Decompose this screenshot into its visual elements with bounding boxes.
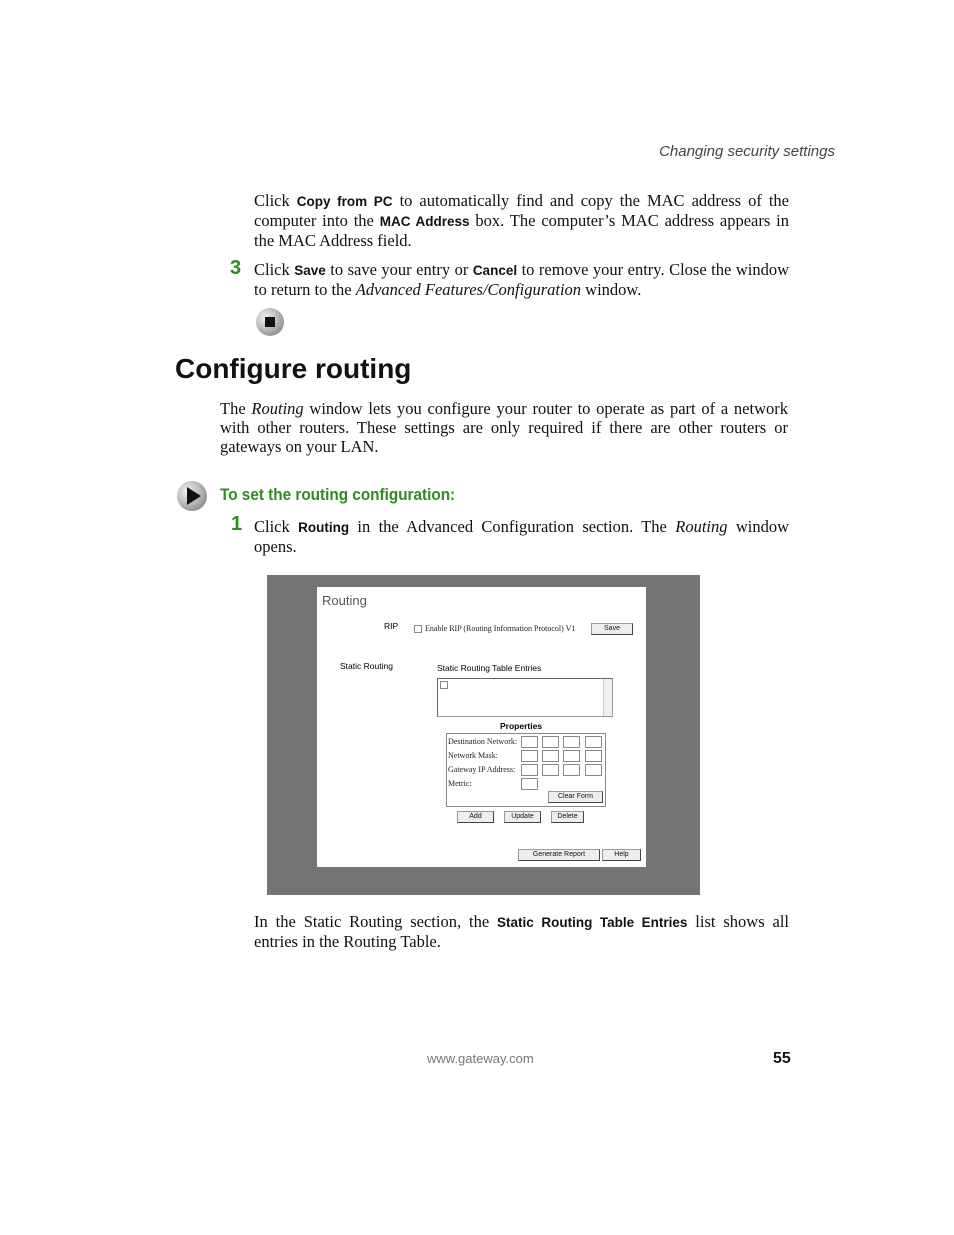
text: window opens. (254, 517, 789, 556)
update-button[interactable]: Update (504, 811, 541, 823)
listbox-scrollbar[interactable] (603, 679, 612, 716)
text: list shows all entries in the Routing Table. (254, 912, 789, 951)
clear-form-button[interactable]: Clear Form (548, 791, 603, 803)
entry-checkbox[interactable] (440, 681, 448, 689)
step-number: 3 (230, 257, 242, 279)
generate-report-button[interactable]: Generate Report (518, 849, 600, 861)
text: to automatically find and copy the MAC address of the computer into the (254, 191, 789, 230)
running-header: Changing security settings (659, 143, 835, 160)
intro-paragraph (254, 191, 789, 250)
add-button[interactable]: Add (457, 811, 494, 823)
destination-octet-4[interactable] (585, 736, 602, 748)
play-arrow-icon (177, 481, 207, 511)
table-entries-label: Static Routing Table Entries (437, 663, 542, 673)
metric-input[interactable] (521, 778, 538, 790)
gateway-octet-3[interactable] (563, 764, 580, 776)
help-button[interactable]: Help (602, 849, 641, 861)
mask-octet-3[interactable] (563, 750, 580, 762)
text: Click (254, 191, 297, 210)
mask-octet-2[interactable] (542, 750, 559, 762)
gateway-octet-4[interactable] (585, 764, 602, 776)
destination-octet-3[interactable] (563, 736, 580, 748)
save-button[interactable]: Save (591, 623, 633, 635)
properties-label: Properties (500, 721, 543, 731)
text: The (220, 399, 252, 418)
page-number: 55 (773, 1050, 791, 1067)
field-label-metric: Metric: (448, 779, 472, 788)
gateway-octet-2[interactable] (542, 764, 559, 776)
ui-term: Save (294, 263, 326, 278)
rip-checkbox[interactable] (414, 625, 422, 633)
ui-term: Routing (298, 520, 350, 535)
routing-table-listbox[interactable] (437, 678, 613, 717)
rip-label: RIP (384, 621, 399, 631)
text: box. The computer’s MAC address appears in the MAC Address field. (254, 211, 789, 250)
italic-term: Routing (251, 399, 304, 418)
ui-term: Cancel (472, 263, 518, 278)
procedure-heading: To set the routing configuration: (220, 485, 456, 504)
italic-term: Routing (675, 517, 728, 536)
stop-square-icon (256, 308, 284, 336)
ui-term: Copy from PC (296, 194, 393, 209)
mask-octet-4[interactable] (585, 750, 602, 762)
section-body (220, 399, 788, 456)
text: in the Advanced Configuration section. The (349, 517, 676, 536)
text: In the Static Routing section, the (254, 912, 498, 931)
ui-term: MAC Address (379, 214, 470, 229)
section-heading: Configure routing (175, 353, 412, 384)
destination-octet-2[interactable] (542, 736, 559, 748)
text: window. (581, 280, 642, 299)
text: Click (254, 517, 299, 536)
delete-button[interactable]: Delete (551, 811, 584, 823)
text: to remove your entry. Close the window to return to the (254, 260, 789, 299)
step-number: 1 (231, 513, 243, 535)
field-label-gateway: Gateway IP Address: (448, 765, 516, 774)
mask-octet-1[interactable] (521, 750, 538, 762)
step-3-text (254, 260, 789, 299)
destination-octet-1[interactable] (521, 736, 538, 748)
text: window lets you configure your router to operate as part of a network with other routers. These settings are only required if there are other routers or gateways on your LAN. (220, 399, 788, 456)
step-1-text (254, 517, 789, 556)
routing-title: Routing (322, 593, 367, 608)
text: to save your entry or (325, 260, 473, 279)
italic-term: Advanced Features/Configuration (355, 280, 582, 299)
static-routing-label: Static Routing (340, 661, 393, 671)
rip-checkbox-label: Enable RIP (Routing Information Protocol) V1 (425, 624, 576, 633)
text: Click (254, 260, 295, 279)
closing-paragraph (254, 912, 789, 951)
field-label-mask: Network Mask: (448, 751, 498, 760)
footer-url: www.gateway.com (427, 1051, 534, 1066)
field-label-destination: Destination Network: (448, 737, 518, 746)
gateway-octet-1[interactable] (521, 764, 538, 776)
ui-term: Static Routing Table Entries (497, 915, 688, 930)
